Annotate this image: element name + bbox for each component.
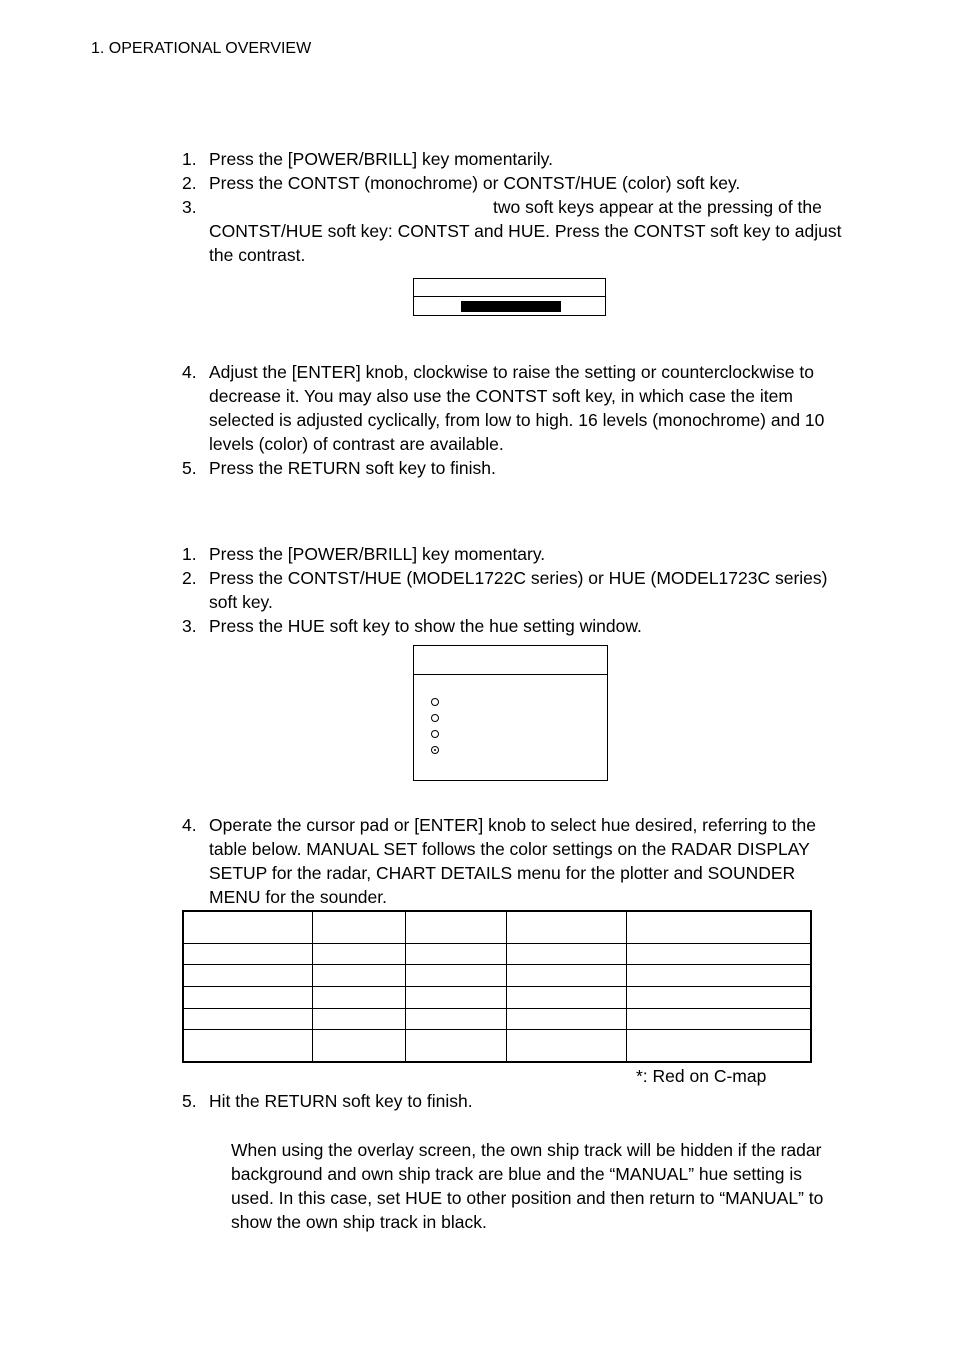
table-cell xyxy=(626,1008,811,1030)
table-row xyxy=(183,965,811,987)
step-number: 1. xyxy=(182,149,197,169)
table-row xyxy=(183,1030,811,1062)
hue-option-radio-selected[interactable] xyxy=(431,746,439,754)
table-cell xyxy=(405,1030,506,1062)
step-number: 3. xyxy=(182,197,197,217)
step-text: Press the [POWER/BRILL] key momentarily. xyxy=(209,149,553,169)
step-number: 4. xyxy=(182,815,197,835)
hue-table xyxy=(182,910,812,1063)
table-cell xyxy=(626,986,811,1008)
table-cell xyxy=(312,986,405,1008)
step-text: two soft keys appear at the pressing of the CONTST/HUE soft key: CONTST and HUE. Press the CONTST soft key to adjust the contrast. xyxy=(209,197,842,265)
step-number: 2. xyxy=(182,173,197,193)
step-number: 2. xyxy=(182,568,197,588)
table-footnote: *: Red on C-map xyxy=(636,1066,767,1086)
contrast-window xyxy=(413,278,606,316)
step-text: Press the HUE soft key to show the hue setting window. xyxy=(209,616,642,636)
table-cell xyxy=(183,965,312,987)
table-cell xyxy=(506,943,626,965)
step-number: 5. xyxy=(182,1091,197,1111)
final-step-list xyxy=(182,1089,842,1113)
contrast-steps-list-2 xyxy=(182,360,842,480)
list-item xyxy=(182,171,842,195)
table-row xyxy=(183,986,811,1008)
table-cell xyxy=(506,1030,626,1062)
table-cell xyxy=(312,943,405,965)
list-item xyxy=(182,542,842,566)
page-header: 1. OPERATIONAL OVERVIEW xyxy=(91,40,312,57)
hue-option-radio[interactable] xyxy=(431,698,439,706)
hue-steps-list-2 xyxy=(182,813,842,909)
hue-setting-window xyxy=(413,645,608,781)
step-number: 1. xyxy=(182,544,197,564)
table-cell xyxy=(183,943,312,965)
list-item xyxy=(182,566,842,614)
table-cell xyxy=(183,1030,312,1062)
contrast-level-bar xyxy=(461,301,561,312)
table-cell xyxy=(183,986,312,1008)
table-cell xyxy=(405,1008,506,1030)
hue-option-radio[interactable] xyxy=(431,714,439,722)
list-item xyxy=(182,360,842,456)
table-cell xyxy=(312,965,405,987)
step-text: Adjust the [ENTER] knob, clockwise to raise the setting or counterclockwise to decrease it. You may also use the CONTST soft key, in which case the item selected is adjusted cyclically, from low to high. 16 levels (monochrome) and 10 levels (color) of contrast are available. xyxy=(209,362,825,454)
step-text: Press the RETURN soft key to finish. xyxy=(209,458,496,478)
table-cell xyxy=(626,911,811,943)
step-number: 3. xyxy=(182,616,197,636)
step-text: Press the CONTST/HUE (MODEL1722C series) or HUE (MODEL1723C series) soft key. xyxy=(209,568,828,612)
window-divider xyxy=(414,296,605,297)
table-cell xyxy=(626,965,811,987)
table-cell xyxy=(405,965,506,987)
table-cell xyxy=(312,911,405,943)
table-cell xyxy=(506,965,626,987)
step-text: Press the [POWER/BRILL] key momentary. xyxy=(209,544,546,564)
step-text: Hit the RETURN soft key to finish. xyxy=(209,1091,473,1111)
note-paragraph: When using the overlay screen, the own ship track will be hidden if the radar background and own ship track are blue and the “MANUAL” hue setting is used. In this case, set HUE to other position and then return to “MANUAL” to show the own ship track in black. xyxy=(231,1140,824,1232)
table-cell xyxy=(183,911,312,943)
table-cell xyxy=(405,986,506,1008)
table-row xyxy=(183,943,811,965)
table-cell xyxy=(626,943,811,965)
step-number: 4. xyxy=(182,362,197,382)
window-divider xyxy=(414,674,607,675)
step-text: Press the CONTST (monochrome) or CONTST/HUE (color) soft key. xyxy=(209,173,741,193)
table-cell xyxy=(506,911,626,943)
list-item xyxy=(182,456,842,480)
table-row xyxy=(183,1008,811,1030)
step-text: Operate the cursor pad or [ENTER] knob to select hue desired, referring to the table below. MANUAL SET follows the color settings on the RADAR DISPLAY SETUP for the radar, CHART DETAILS menu for the plotter and SOUNDER MENU for the sounder. xyxy=(209,815,816,907)
list-item xyxy=(182,614,842,638)
hue-steps-list xyxy=(182,542,842,638)
hue-option-radio[interactable] xyxy=(431,730,439,738)
list-item xyxy=(182,195,842,267)
list-item xyxy=(182,1089,842,1113)
list-item xyxy=(182,147,842,171)
contrast-steps-list xyxy=(182,147,842,267)
table-cell xyxy=(312,1008,405,1030)
step-number: 5. xyxy=(182,458,197,478)
table-cell xyxy=(405,911,506,943)
table-row xyxy=(183,911,811,943)
list-item xyxy=(182,813,842,909)
table-cell xyxy=(405,943,506,965)
table-cell xyxy=(183,1008,312,1030)
table-cell xyxy=(506,986,626,1008)
table-cell xyxy=(626,1030,811,1062)
table-cell xyxy=(312,1030,405,1062)
table-cell xyxy=(506,1008,626,1030)
